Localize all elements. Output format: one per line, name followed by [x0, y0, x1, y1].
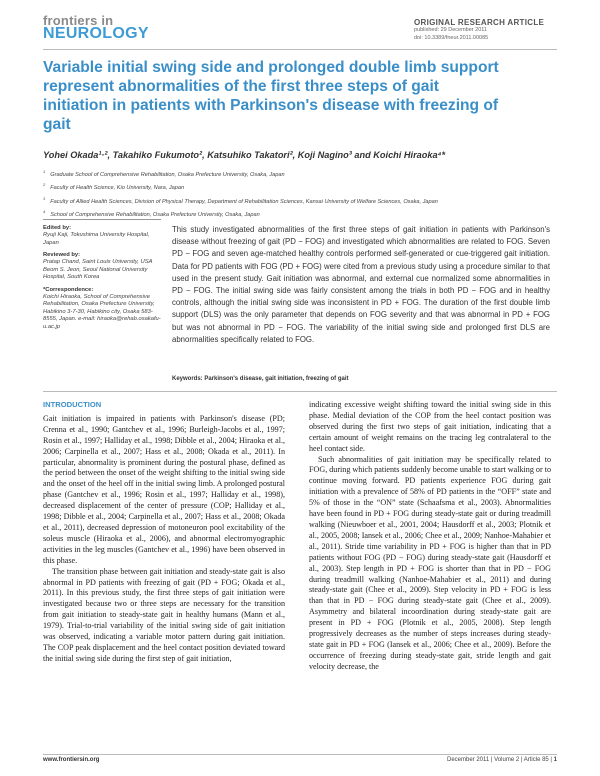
edited-by-heading: Edited by:	[43, 225, 72, 231]
reviewer-2: Beom S. Jeon, Seoul National University Hospital, South Korea	[43, 266, 148, 280]
keywords-label: Keywords:	[172, 376, 203, 382]
editorial-sidebar	[43, 224, 163, 331]
footer-divider	[43, 754, 557, 755]
published-date: published: 29 December 2011	[414, 27, 487, 33]
correspondence-heading: *Correspondence:	[43, 286, 94, 293]
affiliation-item: $^3$Faculty of Allied Health Sciences, Division of Physical Therapy, Department of Rehabilitation Sciences, Kansai University of Welfare Sciences, Osaka, Japan	[43, 195, 438, 205]
header-divider	[43, 49, 557, 50]
footer-date: December 2011	[446, 757, 490, 763]
abstract: This study investigated abnormalities of the first three steps of gait initiation in patients with Parkinson's disease without freezing of gait (PD − FOG) and investigated which abnormalities are related to FOG. Seven PD − FOG and seven age-matched healthy controls performed self-generated or cue-triggered gait initiation. Data for PD patients with FOG (PD + FOG) were cited from a previous study using a procedure similar to that used in the present study. Gait initiation was abnormal, and external cue normalized some abnormalities in PD − FOG. The initial swing side was fairly consistent among the trials in both PD − FOG and in healthy controls, although the initial swing side was inconsistent in PD + FOG. The duration of the first double limb support (DLS) was the only parameter that depends on FOG severity and that was abnormal in PD + FOG but was not abnormal in PD − FOG. The variability of the initial swing side and prolonged first DLS are abnormalities specifically related to FOG.	[172, 225, 550, 344]
footer-article: Article 85	[523, 757, 549, 763]
body-column-left	[43, 400, 285, 665]
body-column-right	[309, 400, 551, 673]
logo-top-text: frontiers in	[43, 13, 114, 28]
reviewed-by-heading: Reviewed by:	[43, 252, 81, 258]
journal-logo[interactable]	[43, 14, 149, 42]
footer-website[interactable]: www.frontiersin.org	[43, 757, 100, 763]
introduction-heading: INTRODUCTION	[43, 400, 102, 409]
affiliations	[43, 167, 563, 220]
body-paragraph: Gait initiation is impaired in patients with Parkinson's disease (PD; Crenna et al., 1990; Gantchev et al., 1996; Burleigh-Jacobs et al., 1997; Rosin et al., 1997; Halliday et al., 1998; Dibble et al., 2004; Hiraoka et al., 2006; Carpinella et al., 2007; Hass et al., 2008; Okada et al., 2011). In particular, abnormality is prominent during the postural phase, defined as the period between the onset of the weight shifting to the initial swing side and the onset of the heel off in the initial swing limb. A prolonged postural phase (Gantchev et al., 1996; Rosin et al., 1997; Halliday et al., 1998), decreased displacement of the center of pressure (COP; Halliday et al., 1998; Dibble et al., 2004; Carpinella et al., 2007; Hass et al., 2008; Okada et al., 2011), decreased depression of motoneuron pool excitability of the soleus muscle (Hiraoka et al., 2006), and abnormal electromyographic activities in the leg muscles (Gantchev et al., 1996) have been observed in this phase.	[43, 413, 285, 565]
affiliation-item: $^2$Faculty of Health Science, Kio University, Nara, Japan	[43, 182, 185, 192]
article-meta	[414, 18, 554, 43]
doi[interactable]: doi: 10.3389/fneur.2011.00085	[414, 34, 489, 41]
article-type: ORIGINAL RESEARCH ARTICLE	[414, 18, 545, 27]
logo-bottom-text: NEUROLOGY	[43, 25, 149, 42]
body-paragraph: indicating excessive weight shifting toward the initial swing side in this phase. Medial deviation of the COP from the heel contact position was observed during the first two steps of gait initiation, indicating that a certain amount of weight remains on the tracing leg contralateral to the heel contact side.	[309, 400, 551, 453]
affiliation-item: $^1$Graduate School of Comprehensive Rehabilitation, Osaka Prefecture University, Osaka, Japan	[43, 169, 285, 178]
footer-volume: Volume 2	[494, 757, 520, 763]
body-paragraph: The transition phase between gait initiation and steady-state gait is also abnormal in PD patients with freezing of gait (PD + FOG; Okada et al., 2011). In this previous study, the first three steps of gait initiation were investigated because two or three steps are necessary for the transition from gait initiation to steady-state gait in healthy humans (Mann et al., 1979). Trial-to-trial variability of the initial swing side of gait initiation was observed, indicating a variable motor pattern during gait initiation. The COP peak displacement and the heel contact position deviated toward the initial swing side during the first step of gait initiation,	[43, 566, 285, 663]
body-paragraph: Such abnormalities of gait initiation may be specifically related to FOG, during which patients suddenly become unable to start walking or to continue moving forward. PD patients experience FOG during gait initiation with a prevalence of 58% of PD patients in the “OFF” state and 5% of those in the “ON” state (Schaafsma et al., 2003). Abnormalities have been found in PD + FOG during steady-state gait or during treadmill walking (Nieuwboer et al., 2001, 2004; Hausdorff et al., 2003; Plotnik et al., 2005, 2008; Iansek et al., 2006; Chee et al., 2009; Nanhoe-Mahabier et al., 2011). Stride time variability in PD + FOG is higher than that in PD patients without FOG (PD − FOG) during steady-state gait (Hausdorff et al., 2003). Step length in PD + FOG is shorter than that in PD − FOG during treadmill walking (Nanhoe-Mahabier et al., 2011) and during steady-state gait (Chee et al., 2009). Step velocity in PD + FOG is less than that in PD − FOG during steady-state gait (Chee et al., 2009). Asymmetry and bilateral incoordination during steady-state gait are present in PD + FOG (Plotnik et al., 2005, 2008). Step length progressively decreases as the number of steps increases during steady-state gait in PD + FOG (Iansek et al., 2006; Chee et al., 2009). Before the occurrence of freezing during steady-state gait, stride length and gait velocity decrease, the	[309, 454, 551, 671]
reviewer-1: Pratap Chand, Saint Louis University, USA	[43, 259, 153, 265]
affiliation-item: $^4$School of Comprehensive Rehabilitation, Osaka Prefecture University, Osaka, Japan	[43, 208, 260, 218]
editor-name: Ryuji Kaji, Tokushima University Hospital, Japan	[43, 232, 150, 246]
keywords	[172, 376, 348, 382]
article-title: Variable initial swing side and prolonged double limb support represent abnormalities of the first three steps of gait initiation in patients with Parkinson's disease with freezing of gait	[43, 59, 499, 133]
sidebar-divider	[43, 219, 161, 220]
correspondence-text: Koichi Hiraoka, School of Comprehensive Rehabilitation, Osaka Prefecture University, Habikino 3-7-30, Habikino city, Osaka 583-8555, Japan. e-mail: hiraoka@rehab.osakafu-u.ac.jp	[43, 293, 161, 330]
section-divider	[43, 391, 557, 392]
keywords-text: Parkinson's disease, gait initiation, freezing of gait	[204, 376, 349, 382]
authors: Yohei Okada¹·², Takahiko Fukumoto², Katsuhiko Takatori², Koji Nagino³ and Koichi Hiraoka⁴*	[43, 150, 446, 160]
page-number: 1	[553, 757, 557, 763]
footer-citation: December 2011 | Volume 2 | Article 85 | 1	[446, 757, 557, 763]
